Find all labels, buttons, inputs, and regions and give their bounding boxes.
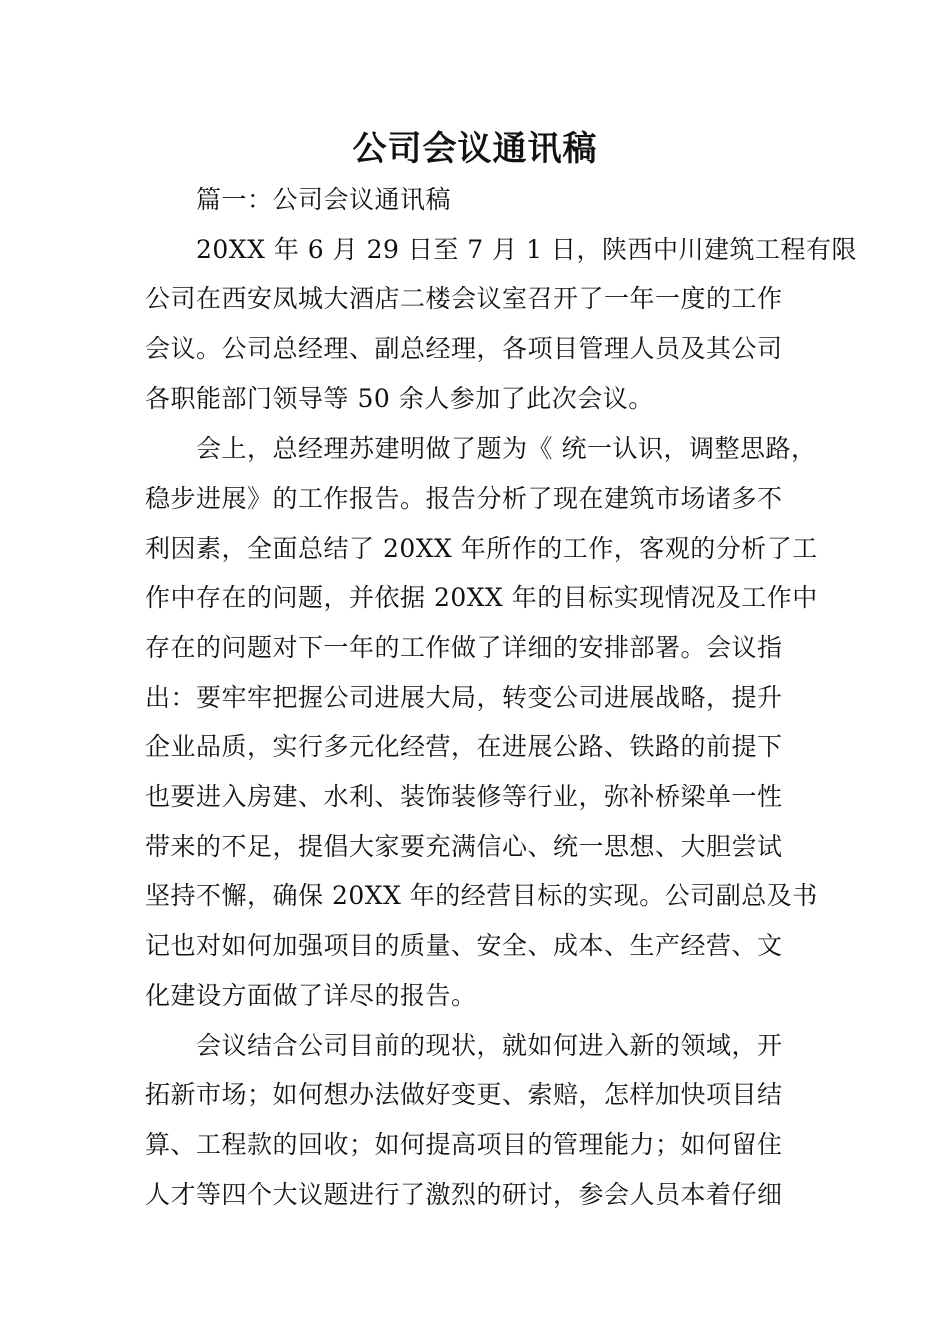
paragraph-line: 会议结合公司目前的现状，就如何进入新的领域，开	[196, 1031, 783, 1060]
section-heading: 篇一：公司会议通讯稿	[196, 185, 452, 214]
paragraph-line: 拓新市场；如何想办法做好变更、索赔，怎样加快项目结	[145, 1080, 783, 1109]
paragraph-line: 会议。公司总经理、副总经理，各项目管理人员及其公司	[145, 334, 783, 363]
paragraph-line: 公司在西安凤城大酒店二楼会议室召开了一年一度的工作	[145, 284, 783, 313]
paragraph-line: 算、工程款的回收；如何提高项目的管理能力；如何留住	[145, 1130, 783, 1159]
paragraph-line: 坚持不懈，确保 20XX 年的经营目标的实现。公司副总及书	[145, 881, 818, 910]
paragraph-line: 利因素，全面总结了 20XX 年所作的工作，客观的分析了工	[145, 534, 818, 563]
paragraph-line: 存在的问题对下一年的工作做了详细的安排部署。会议指	[145, 633, 783, 662]
paragraph-line: 记也对如何加强项目的质量、安全、成本、生产经营、文	[145, 931, 783, 960]
paragraph-line: 20XX 年 6 月 29 日至 7 月 1 日，陕西中川建筑工程有限	[196, 235, 857, 264]
paragraph-line: 作中存在的问题，并依据 20XX 年的目标实现情况及工作中	[145, 583, 818, 612]
paragraph-line: 也要进入房建、水利、装饰装修等行业，弥补桥梁单一性	[145, 782, 783, 811]
document-title: 公司会议通讯稿	[352, 129, 598, 169]
paragraph-line: 带来的不足，提倡大家要充满信心、统一思想、大胆尝试	[145, 832, 783, 861]
paragraph-line: 各职能部门领导等 50 余人参加了此次会议。	[145, 384, 654, 413]
paragraph-line: 稳步进展》的工作报告。报告分析了现在建筑市场诸多不	[145, 484, 783, 513]
paragraph-line: 化建设方面做了详尽的报告。	[145, 981, 477, 1010]
paragraph-line: 企业品质，实行多元化经营，在进展公路、铁路的前提下	[145, 732, 783, 761]
paragraph-line: 出：要牢牢把握公司进展大局，转变公司进展战略，提升	[145, 683, 783, 712]
paragraph-line: 会上，总经理苏建明做了题为《 统一认识，调整思路，	[196, 434, 817, 463]
paragraph-line: 人才等四个大议题进行了激烈的研讨，参会人员本着仔细	[145, 1180, 783, 1209]
